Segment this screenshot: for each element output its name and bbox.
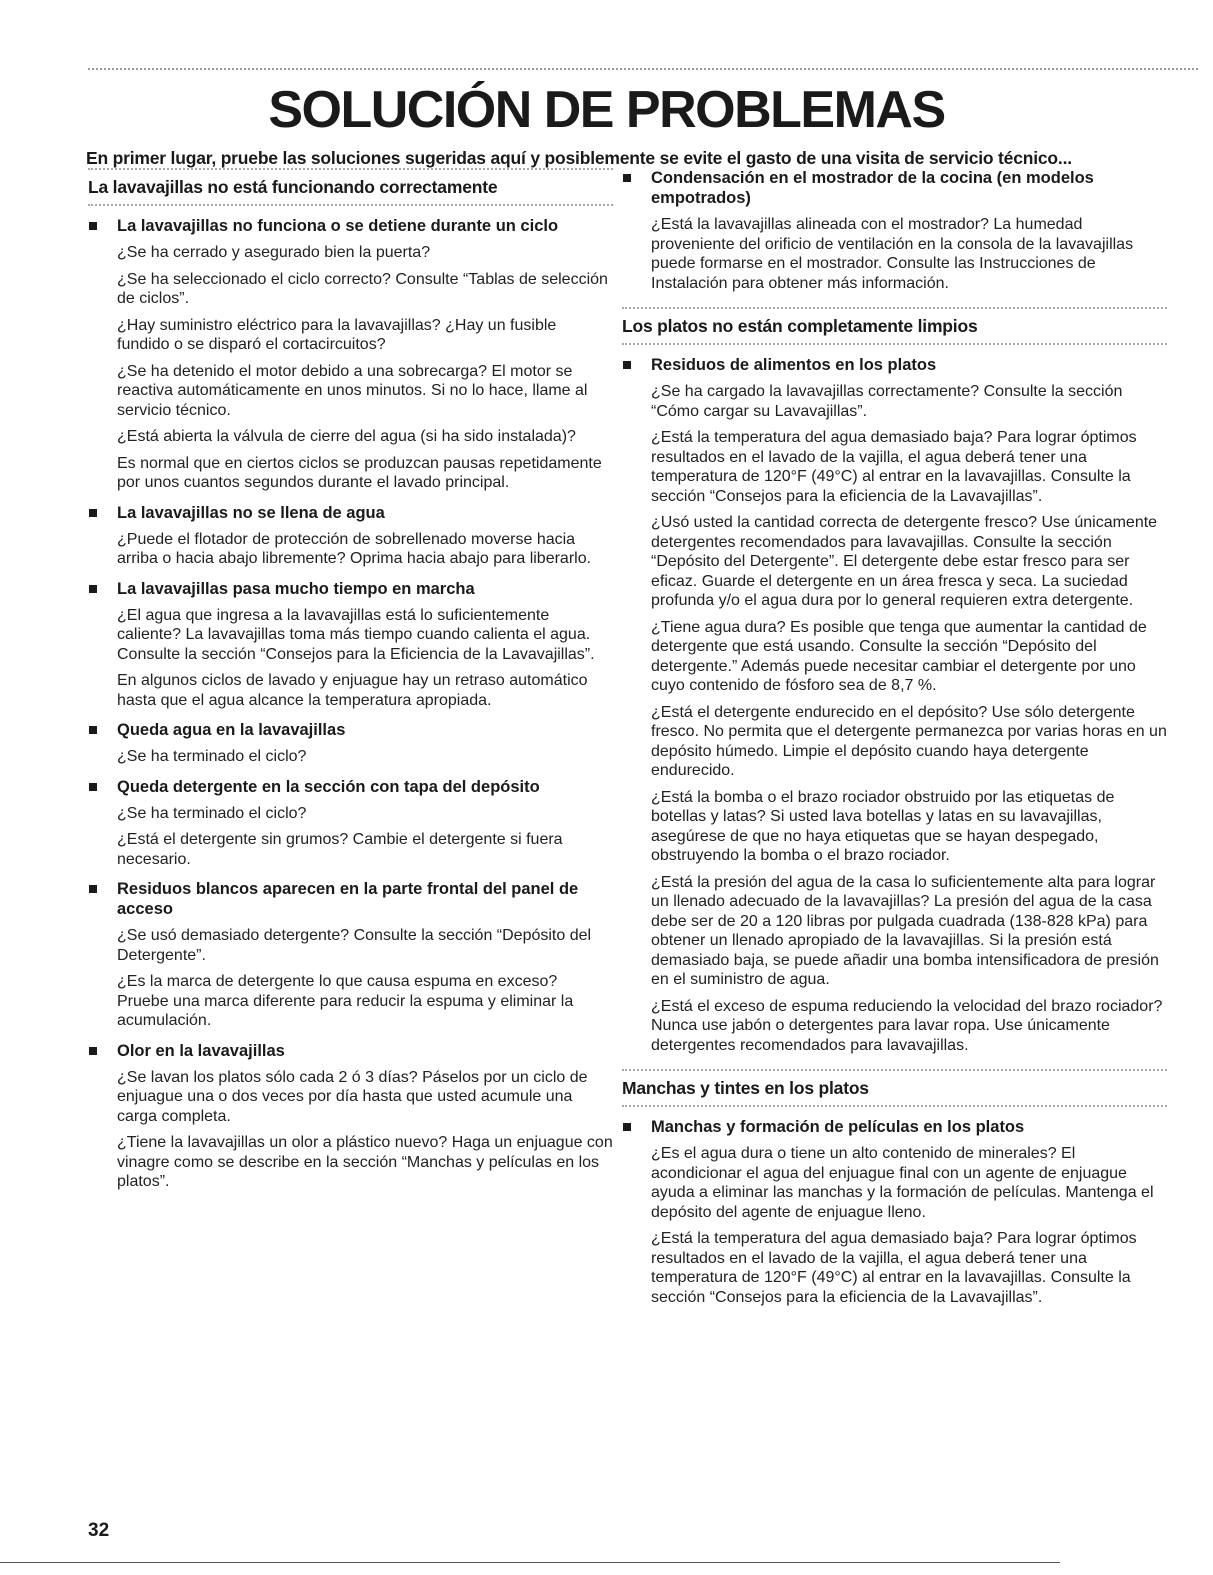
- troubleshooting-item: [622, 1117, 1167, 1307]
- troubleshooting-item: [88, 720, 613, 767]
- page-number: 32: [88, 1520, 110, 1541]
- troubleshooting-item: [88, 777, 613, 870]
- troubleshooting-item: [88, 1041, 613, 1192]
- item-paragraph: ¿Hay suministro eléctrico para la lavavajillas? ¿Hay un fusible fundido o se disparó el cortacircuitos?: [117, 316, 557, 353]
- item-title: Olor en la lavavajillas: [117, 1041, 285, 1060]
- item-title: Residuos blancos aparecen en la parte frontal del panel de acceso: [117, 880, 579, 918]
- item-paragraph: ¿Tiene agua dura? Es posible que tenga que aumentar la cantidad de detergente que está usando. Consulte la sección “Depósito del detergente.” Además puede necesitar cambiar el detergente por uno cuyo contenido de fósforo sea de 8,7 %.: [651, 618, 1147, 694]
- troubleshooting-item: [622, 168, 1167, 293]
- item-paragraph: ¿Está el detergente endurecido en el depósito? Use sólo detergente fresco. No permita que el detergente permanezca por varias horas en un depósito húmedo. Limpie el depósito cuando haya detergente endurecido.: [651, 703, 1167, 779]
- left-column: [88, 168, 613, 1192]
- square-bullet-icon: [89, 885, 97, 893]
- section-heading: La lavavajillas no está funcionando correctamente: [88, 177, 498, 197]
- item-paragraph: ¿Está abierta la válvula de cierre del agua (si ha sido instalada)?: [117, 428, 576, 445]
- square-bullet-icon: [89, 783, 97, 791]
- bottom-rule: [0, 1562, 1060, 1563]
- item-paragraph: ¿Está la presión del agua de la casa lo suficientemente alta para lograr un llenado adecuado de la lavavajillas? La presión del agua de la casa debe ser de 20 a 120 libras por pulgada cuadrada (138-828 kPa) para obtener un llenado apropiado de la lavavajillas. Si la presión está demasiado baja, se puede añadir una bomba intensificadora de presión en el suministro de agua.: [651, 873, 1159, 988]
- item-paragraph: ¿El agua que ingresa a la lavavajillas está lo suficientemente caliente? La lavavajillas toma más tiempo cuando calienta el agua. Consulte la sección “Consejos para la Eficiencia de la Lavavajillas”.: [117, 606, 595, 663]
- item-title: Condensación en el mostrador de la cocina (en modelos empotrados): [651, 169, 1094, 207]
- item-title: Queda detergente en la sección con tapa del depósito: [117, 777, 540, 796]
- item-paragraph: ¿Se lavan los platos sólo cada 2 ó 3 días? Páselos por un ciclo de enjuague una o dos veces por día hasta que usted acumule una carga completa.: [117, 1068, 588, 1125]
- item-paragraph: ¿Está la bomba o el brazo rociador obstruido por las etiquetas de botellas y latas? Si usted lava botellas y latas en su lavavajillas, asegúrese de que no haya etiquetas que se hayan despegado, obstruyendo la bomba o el brazo rociador.: [651, 788, 1115, 864]
- top-rule: [88, 68, 1198, 73]
- item-paragraph: ¿Se ha cerrado y asegurado bien la puerta?: [117, 244, 431, 261]
- item-paragraph: ¿Está la lavavajillas alineada con el mostrador? La humedad proveniente del orificio de ventilación en la consola de la lavavajillas puede formarse en el mostrador. Consulte las Instrucciones de Instalación para obtener más información.: [651, 216, 1134, 292]
- section-heading: Manchas y tintes en los platos: [622, 1078, 869, 1098]
- item-paragraph: ¿Se ha seleccionado el ciclo correcto? Consulte “Tablas de selección de ciclos”.: [117, 270, 608, 307]
- item-paragraph: ¿Se usó demasiado detergente? Consulte la sección “Depósito del Detergente”.: [117, 927, 592, 964]
- square-bullet-icon: [89, 222, 97, 230]
- item-paragraph: ¿Se ha cargado la lavavajillas correctamente? Consulte la sección “Cómo cargar su Lavavajillas”.: [651, 383, 1123, 420]
- section2-item-list: [622, 355, 1167, 1055]
- troubleshooting-item: [88, 503, 613, 569]
- item-title: La lavavajillas no funciona o se detiene durante un ciclo: [117, 217, 559, 235]
- right-top-item: [622, 168, 1167, 293]
- item-paragraph: En algunos ciclos de lavado y enjuague hay un retraso automático hasta que el agua alcance la temperatura apropiada.: [117, 672, 588, 709]
- right-column: [622, 168, 1167, 1307]
- item-title: Manchas y formación de películas en los platos: [651, 1118, 1025, 1136]
- item-title: La lavavajillas no se llena de agua: [117, 503, 385, 522]
- item-paragraph: ¿Es la marca de detergente lo que causa espuma en exceso? Pruebe una marca diferente para reducir la espuma y eliminar la acumulación.: [117, 973, 574, 1029]
- section-heading: Los platos no están completamente limpios: [622, 316, 978, 336]
- item-title: La lavavajillas pasa mucho tiempo en marcha: [117, 579, 475, 598]
- item-paragraph: ¿Se ha terminado el ciclo?: [117, 748, 307, 765]
- item-paragraph: ¿Se ha detenido el motor debido a una sobrecarga? El motor se reactiva automáticamente en unos minutos. Si no lo hace, llame al servicio técnico.: [117, 362, 588, 419]
- item-paragraph: Es normal que en ciertos ciclos se produzcan pausas repetidamente por unos cuantos segundos durante el lavado principal.: [117, 454, 602, 491]
- section-rule: [88, 204, 613, 206]
- item-paragraph: ¿Está el exceso de espuma reduciendo la velocidad del brazo rociador? Nunca use jabón o detergentes para lavar ropa. Use únicamente detergentes recomendados para lavavajillas.: [651, 997, 1163, 1054]
- page-subtitle: En primer lugar, pruebe las soluciones sugeridas aquí y posiblemente se evite el gasto de una visita de servicio técnico...: [86, 148, 1072, 168]
- square-bullet-icon: [623, 174, 631, 182]
- section-rule: [622, 1105, 1167, 1107]
- page-title: SOLUCIÓN DE PROBLEMAS: [268, 81, 945, 139]
- item-title: Residuos de alimentos en los platos: [651, 356, 937, 374]
- item-paragraph: ¿Es el agua dura o tiene un alto contenido de minerales? El acondicionar el agua del enjuague final con un agente de enjuague ayuda a eliminar las manchas y la formación de películas. Mantenga el depósito del agente de enjuague lleno.: [651, 1145, 1154, 1221]
- troubleshooting-item: [88, 579, 613, 711]
- troubleshooting-item: [622, 355, 1167, 1055]
- square-bullet-icon: [89, 509, 97, 517]
- item-paragraph: ¿Está el detergente sin grumos? Cambie el detergente si fuera necesario.: [117, 831, 563, 868]
- square-bullet-icon: [623, 1123, 631, 1131]
- item-paragraph: ¿Usó usted la cantidad correcta de detergente fresco? Use únicamente detergentes recomendados para lavavajillas. Consulte la sección “Depósito del Detergente”. El detergente debe estar fresco para ser eficaz. Guarde el detergente en un área fresca y seca. La suciedad profunda y/o el agua dura por lo general requieren extra detergente.: [651, 514, 1158, 609]
- section3-item-list: [622, 1117, 1167, 1307]
- item-paragraph: ¿Está la temperatura del agua demasiado baja? Para lograr óptimos resultados en el lavado de la vajilla, el agua deberá tener una temperatura de 120°F (49°C) al entrar en la lavavajillas. Consulte la sección “Consejos para la eficiencia de la Lavavajillas”.: [651, 429, 1137, 505]
- square-bullet-icon: [89, 1047, 97, 1055]
- section-rule: [622, 343, 1167, 345]
- item-paragraph: ¿Puede el flotador de protección de sobrellenado moverse hacia arriba o hacia abajo libremente? Oprima hacia abajo para liberarlo.: [117, 530, 592, 567]
- left-item-list: [88, 216, 613, 1192]
- square-bullet-icon: [623, 361, 631, 369]
- square-bullet-icon: [89, 585, 97, 593]
- item-paragraph: ¿Se ha terminado el ciclo?: [117, 804, 307, 822]
- item-paragraph: ¿Está la temperatura del agua demasiado baja? Para lograr óptimos resultados en el lavado de la vajilla, el agua deberá tener una temperatura de 120°F (49°C) al entrar en la lavavajillas. Consulte la sección “Consejos para la eficiencia de la Lavavajillas”.: [651, 1230, 1137, 1306]
- square-bullet-icon: [89, 726, 97, 734]
- troubleshooting-item: [88, 216, 613, 493]
- item-title: Queda agua en la lavavajillas: [117, 721, 346, 739]
- item-paragraph: ¿Tiene la lavavajillas un olor a plástico nuevo? Haga un enjuague con vinagre como se describe en la sección “Manchas y películas en los platos”.: [117, 1134, 613, 1190]
- troubleshooting-item: [88, 879, 613, 1031]
